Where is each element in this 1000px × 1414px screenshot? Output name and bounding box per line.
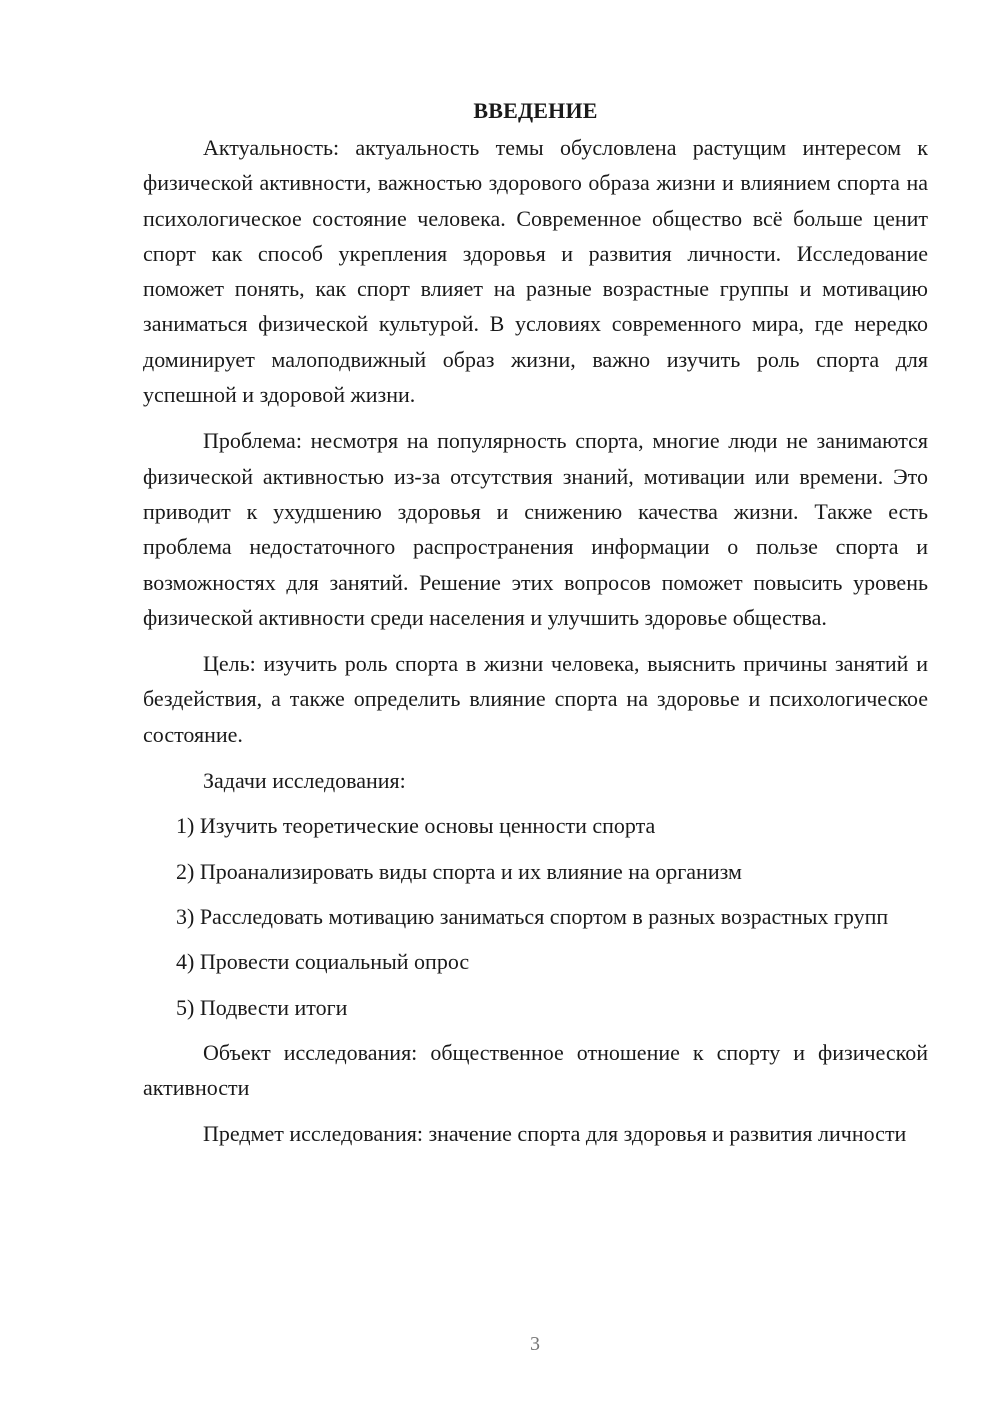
goal-paragraph: Цель: изучить роль спорта в жизни человека, выяснить причины занятий и бездействия, а также определить влияние спорта на здоровье и психологическое состояние. (143, 651, 928, 747)
task-item: 2) Проанализировать виды спорта и их влияние на организм (176, 858, 742, 884)
relevance-paragraph: Актуальность: актуальность темы обусловлена растущим интересом к физической активности, важностью здорового образа жизни и влиянием спорта на психологическое состояние человека. Современное общество всё больше ценит спорт как способ укрепления здоровья и развития личности. Исследование поможет понять, как спорт влияет на разные возрастные группы и мотивацию заниматься физической культурой. В условиях современного мира, где нередко доминирует малоподвижный образ жизни, важно изучить роль спорта для успешной и здоровой жизни. (143, 135, 928, 408)
task-item: 3) Расследовать мотивацию заниматься спортом в разных возрастных групп (176, 903, 889, 929)
page-number: 3 (530, 1333, 540, 1355)
section-heading: ВВЕДЕНИЕ (473, 98, 598, 123)
tasks-heading: Задачи исследования: (203, 768, 406, 794)
subject-paragraph: Предмет исследования: значение спорта для здоровья и развития личности (203, 1121, 907, 1147)
task-item: 1) Изучить теоретические основы ценности спорта (176, 813, 656, 839)
task-item: 5) Подвести итоги (176, 994, 348, 1020)
problem-paragraph: Проблема: несмотря на популярность спорта, многие люди не занимаются физической активностью из-за отсутствия знаний, мотивации или времени. Это приводит к ухудшению здоровья и снижению качества жизни. Также есть проблема недостаточного распространения информации о пользе спорта и возможностях для занятий. Решение этих вопросов поможет повысить уровень физической активности среди населения и улучшить здоровье общества. (143, 428, 928, 630)
task-item: 4) Провести социальный опрос (176, 949, 470, 975)
object-paragraph: Объект исследования: общественное отношение к спорту и физической активности (143, 1039, 928, 1101)
document-page (143, 96, 928, 1152)
